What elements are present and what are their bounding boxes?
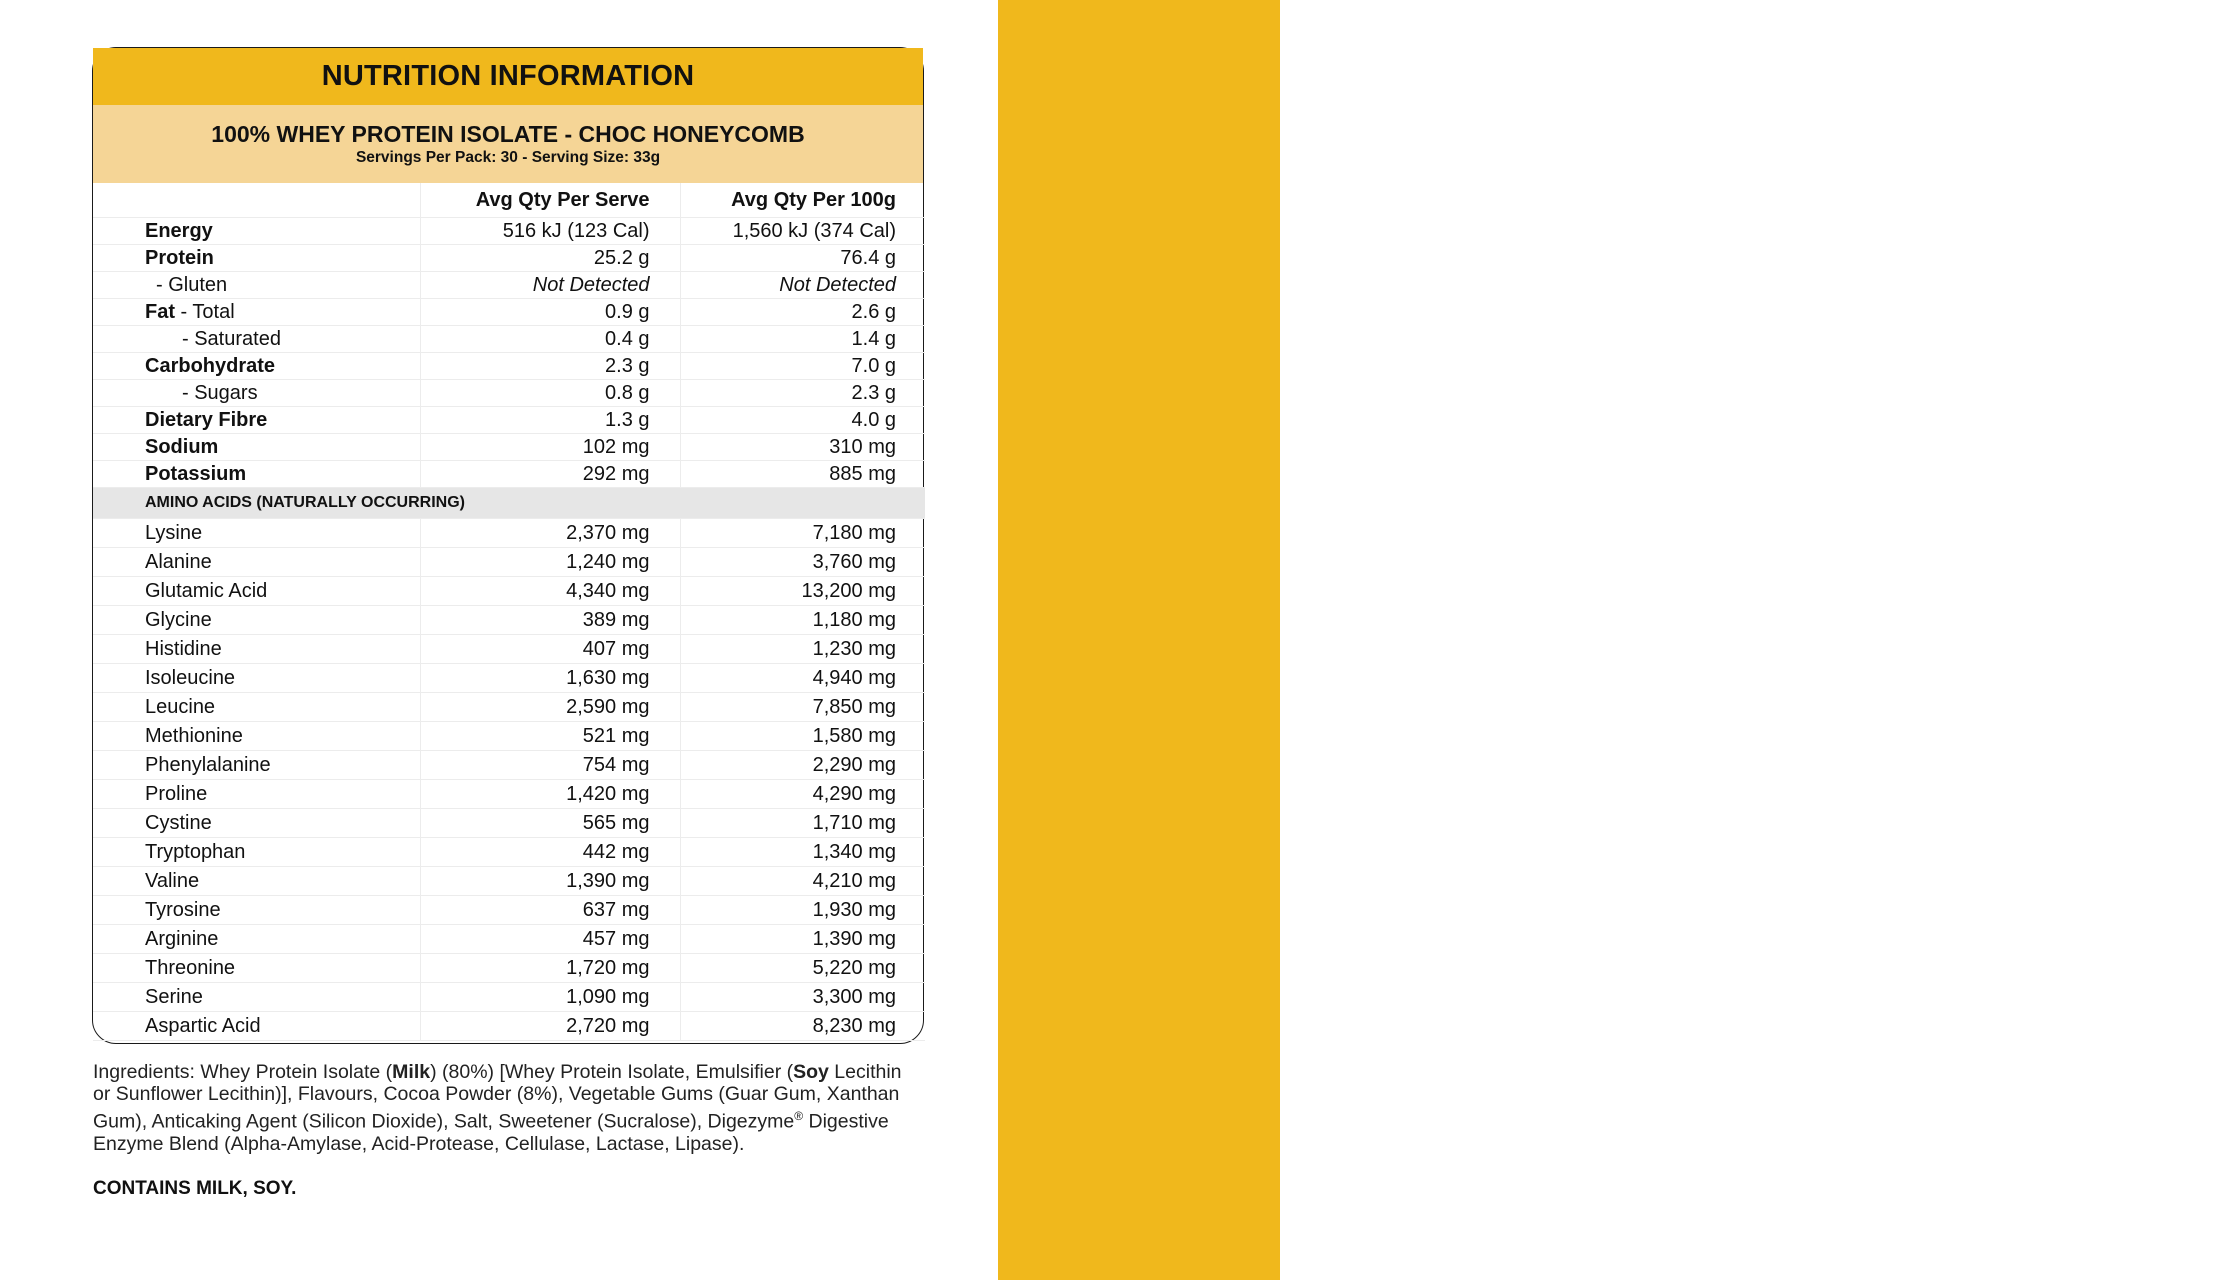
value-per-serve: 2,590 mg (420, 693, 680, 722)
value-per-serve: 1,630 mg (420, 664, 680, 693)
value-per-100g: 8,230 mg (680, 1012, 925, 1041)
value-per-100g: 1,340 mg (680, 838, 925, 867)
value-per-100g: 1.4 g (680, 326, 925, 353)
product-header (93, 105, 923, 183)
amino-acid-label: Lysine (93, 519, 420, 548)
amino-acid-row (93, 867, 925, 896)
amino-acid-row (93, 664, 925, 693)
header-blank (93, 183, 420, 218)
nutrient-label: Carbohydrate (93, 353, 420, 380)
value-per-100g: 1,930 mg (680, 896, 925, 925)
value-per-serve: 1,240 mg (420, 548, 680, 577)
amino-acid-label: Alanine (93, 548, 420, 577)
ingredients-part: Digestive Enzyme Blend (Alpha-Amylase, Acid-Protease, Cellulase, Lactase, Lipase). (93, 1110, 889, 1155)
allergen-statement: CONTAINS MILK, SOY. (93, 1178, 297, 1199)
ingredients-part: Lecithin or Sunflower Lecithin)], Flavours, Cocoa Powder (8%), Vegetable Gums (Guar Gum, Xanthan Gum), Anticaking Agent (Silicon Dioxide), Salt, Sweetener (Sucralose), Digezyme (93, 1061, 902, 1133)
ingredients-text (93, 1061, 923, 1155)
amino-acid-label: Threonine (93, 954, 420, 983)
value-per-100g: 7,850 mg (680, 693, 925, 722)
value-per-100g: 2.3 g (680, 380, 925, 407)
value-per-serve: 0.8 g (420, 380, 680, 407)
amino-acid-label: Leucine (93, 693, 420, 722)
amino-acid-row (93, 983, 925, 1012)
value-per-100g: 2.6 g (680, 299, 925, 326)
value-per-100g: 1,580 mg (680, 722, 925, 751)
amino-acid-label: Arginine (93, 925, 420, 954)
value-per-serve: 0.4 g (420, 326, 680, 353)
amino-acid-row (93, 1012, 925, 1041)
value-per-100g: 1,710 mg (680, 809, 925, 838)
value-per-serve: 389 mg (420, 606, 680, 635)
amino-acid-row (93, 780, 925, 809)
amino-acid-row (93, 925, 925, 954)
amino-acid-row (93, 809, 925, 838)
value-per-100g: 7.0 g (680, 353, 925, 380)
amino-acid-row (93, 577, 925, 606)
amino-acid-label: Isoleucine (93, 664, 420, 693)
nutrient-row (93, 218, 925, 245)
value-per-serve: 457 mg (420, 925, 680, 954)
amino-acid-row (93, 954, 925, 983)
value-per-serve: 1,390 mg (420, 867, 680, 896)
nutrient-row (93, 272, 925, 299)
value-per-serve: 4,340 mg (420, 577, 680, 606)
amino-acid-label: Phenylalanine (93, 751, 420, 780)
value-per-serve: 516 kJ (123 Cal) (420, 218, 680, 245)
value-per-100g: 1,560 kJ (374 Cal) (680, 218, 925, 245)
value-per-serve: Not Detected (420, 272, 680, 299)
amino-acids-heading-row (93, 488, 925, 519)
allergen-milk: Milk (392, 1061, 431, 1083)
nutrient-label: Potassium (93, 461, 420, 488)
nutrient-label: - Saturated (93, 326, 420, 353)
value-per-serve: 1,090 mg (420, 983, 680, 1012)
serving-info: Servings Per Pack: 30 - Serving Size: 33g (355, 149, 661, 166)
value-per-100g: 2,290 mg (680, 751, 925, 780)
amino-acid-row (93, 693, 925, 722)
amino-acid-label: Valine (93, 867, 420, 896)
amino-acid-row (93, 896, 925, 925)
amino-acid-label: Aspartic Acid (93, 1012, 420, 1041)
nutrient-label: Energy (93, 218, 420, 245)
ingredients-part: Ingredients: Whey Protein Isolate ( (93, 1061, 393, 1083)
nutrient-row (93, 407, 925, 434)
nutrient-row (93, 326, 925, 353)
value-per-100g: 4,940 mg (680, 664, 925, 693)
value-per-100g: 1,230 mg (680, 635, 925, 664)
value-per-serve: 637 mg (420, 896, 680, 925)
value-per-100g: Not Detected (680, 272, 925, 299)
value-per-serve: 754 mg (420, 751, 680, 780)
amino-acid-row (93, 751, 925, 780)
amino-acid-row (93, 519, 925, 548)
value-per-serve: 102 mg (420, 434, 680, 461)
flavour-label: CHOC HONEYCOMB (2076, 24, 2220, 1256)
amino-acid-label: Methionine (93, 722, 420, 751)
amino-acids-heading: AMINO ACIDS (NATURALLY OCCURRING) (93, 488, 925, 519)
value-per-100g: 5,220 mg (680, 954, 925, 983)
amino-acid-label: Tryptophan (93, 838, 420, 867)
amino-acid-label: Proline (93, 780, 420, 809)
ingredients-part: ) (80%) [Whey Protein Isolate, Emulsifier ( (430, 1061, 794, 1083)
value-per-serve: 2.3 g (420, 353, 680, 380)
nutrient-row (93, 380, 925, 407)
nutrient-label: - Gluten (93, 272, 420, 299)
amino-acid-row (93, 548, 925, 577)
nutrient-label (93, 299, 420, 326)
registered-mark: ® (794, 1109, 804, 1123)
amino-acid-label: Serine (93, 983, 420, 1012)
nutrient-label: Sodium (93, 434, 420, 461)
value-per-100g: 7,180 mg (680, 519, 925, 548)
side-band (998, 0, 2220, 1280)
value-per-serve: 292 mg (420, 461, 680, 488)
nutrition-table (93, 183, 925, 1041)
product-name: 100% WHEY PROTEIN ISOLATE - CHOC HONEYCOMB (211, 121, 805, 147)
amino-acid-row (93, 606, 925, 635)
value-per-100g: 310 mg (680, 434, 925, 461)
value-per-100g: 1,390 mg (680, 925, 925, 954)
value-per-serve: 521 mg (420, 722, 680, 751)
value-per-serve: 407 mg (420, 635, 680, 664)
value-per-serve: 2,720 mg (420, 1012, 680, 1041)
amino-acid-label: Tyrosine (93, 896, 420, 925)
value-per-100g: 4,290 mg (680, 780, 925, 809)
nutrient-label: - Sugars (93, 380, 420, 407)
value-per-100g: 13,200 mg (680, 577, 925, 606)
value-per-serve: 1.3 g (420, 407, 680, 434)
value-per-serve: 1,420 mg (420, 780, 680, 809)
value-per-serve: 565 mg (420, 809, 680, 838)
col-header-serve: Avg Qty Per Serve (420, 183, 680, 218)
value-per-100g: 3,300 mg (680, 983, 925, 1012)
amino-acid-label: Glycine (93, 606, 420, 635)
value-per-100g: 1,180 mg (680, 606, 925, 635)
nutrient-row (93, 461, 925, 488)
amino-acid-row (93, 635, 925, 664)
value-per-100g: 4.0 g (680, 407, 925, 434)
nutrient-row (93, 299, 925, 326)
nutrient-row (93, 353, 925, 380)
amino-acid-label: Histidine (93, 635, 420, 664)
nutrient-label-bold: Fat (145, 300, 175, 323)
value-per-serve: 1,720 mg (420, 954, 680, 983)
value-per-100g: 885 mg (680, 461, 925, 488)
value-per-serve: 442 mg (420, 838, 680, 867)
value-per-serve: 0.9 g (420, 299, 680, 326)
col-header-100g: Avg Qty Per 100g (680, 183, 925, 218)
amino-acid-row (93, 722, 925, 751)
nutrient-row (93, 434, 925, 461)
nutrient-label: Protein (93, 245, 420, 272)
value-per-serve: 2,370 mg (420, 519, 680, 548)
nutrient-label: Dietary Fibre (93, 407, 420, 434)
amino-acid-label: Cystine (93, 809, 420, 838)
value-per-100g: 4,210 mg (680, 867, 925, 896)
nutrient-label-rest: - Total (175, 300, 235, 323)
value-per-serve: 25.2 g (420, 245, 680, 272)
nutrient-row (93, 245, 925, 272)
value-per-100g: 3,760 mg (680, 548, 925, 577)
table-header-row (93, 183, 925, 218)
allergen-soy: Soy (793, 1061, 829, 1083)
amino-acid-row (93, 838, 925, 867)
value-per-100g: 76.4 g (680, 245, 925, 272)
panel-title: NUTRITION INFORMATION (93, 48, 923, 105)
nutrition-panel (92, 47, 924, 1044)
amino-acid-label: Glutamic Acid (93, 577, 420, 606)
